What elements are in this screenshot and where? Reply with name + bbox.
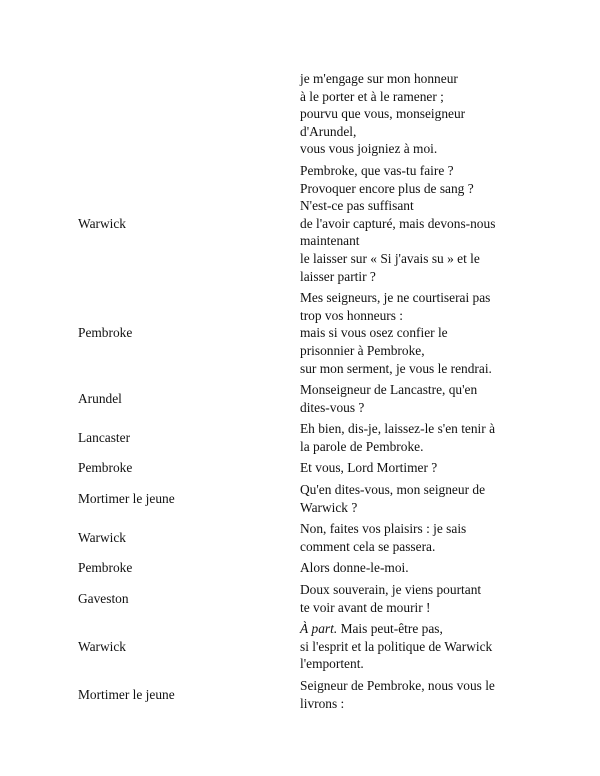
dialogue-lines — [300, 289, 538, 377]
dialogue-row — [78, 520, 538, 555]
dialogue-line: te voir avant de mourir ! — [300, 599, 431, 615]
dialogue-lines — [300, 581, 538, 616]
dialogue-line: à le porter et à le ramener ; — [300, 88, 444, 104]
speaker-name: Arundel — [78, 390, 122, 406]
dialogue-line: Pembroke, que vas-tu faire ? — [300, 162, 454, 178]
dialogue-line: trop vos honneurs : — [300, 307, 404, 323]
dialogue-lines — [300, 677, 538, 712]
dialogue-line: dites-vous ? — [300, 399, 365, 415]
dialogue-line-with-aside — [300, 620, 538, 638]
dialogue-line: maintenant — [300, 233, 360, 249]
dialogue-row — [78, 289, 538, 377]
dialogue-row — [78, 381, 538, 416]
dialogue-lines — [300, 381, 538, 416]
dialogue-line: laisser partir ? — [300, 268, 376, 284]
dialogue-line: Non, faites vos plaisirs : je sais — [300, 521, 467, 537]
dialogue-lines — [300, 162, 538, 285]
dialogue-line: Qu'en dites-vous, mon seigneur de — [300, 482, 486, 498]
dialogue-line: Et vous, Lord Mortimer ? — [300, 460, 438, 476]
speaker-name: Gaveston — [78, 590, 129, 606]
dialogue-line: Warwick ? — [300, 499, 358, 515]
dialogue-row — [78, 481, 538, 516]
dialogue-line: si l'esprit et la politique de Warwick — [300, 638, 493, 654]
speaker-name: Mortimer le jeune — [78, 490, 175, 506]
dialogue-lines — [300, 481, 538, 516]
speaker-name: Warwick — [78, 530, 126, 546]
dialogue-line: sur mon serment, je vous le rendrai. — [300, 360, 492, 376]
dialogue-line: Eh bien, dis-je, laissez-le s'en tenir à — [300, 421, 496, 437]
dialogue-lines — [300, 420, 538, 455]
dialogue-line: livrons : — [300, 695, 345, 711]
dialogue-row — [78, 620, 538, 673]
speaker-name: Pembroke — [78, 325, 133, 341]
dialogue-line: la parole de Pembroke. — [300, 438, 424, 454]
dialogue-row — [78, 677, 538, 712]
dialogue-line: Provoquer encore plus de sang ? — [300, 180, 474, 196]
dialogue-line: Monseigneur de Lancastre, qu'en — [300, 382, 478, 398]
dialogue-line: pourvu que vous, monseigneur — [300, 106, 466, 122]
dialogue-line: prisonnier à Pembroke, — [300, 342, 425, 358]
speaker-name: Lancaster — [78, 430, 131, 446]
stage-direction-aside: À part. — [300, 621, 338, 637]
dialogue-line: d'Arundel, — [300, 123, 357, 139]
dialogue-line: le laisser sur « Si j'avais su » et le — [300, 250, 480, 266]
dialogue-line: mais si vous osez confier le — [300, 325, 448, 341]
speaker-name: Warwick — [78, 215, 126, 231]
speaker-name: Mortimer le jeune — [78, 686, 175, 702]
dialogue-line: de l'avoir capturé, mais devons-nous — [300, 215, 496, 231]
dialogue-row — [78, 459, 538, 477]
dialogue-line: Alors donne-le-moi. — [300, 560, 409, 576]
dialogue-line: N'est-ce pas suffisant — [300, 198, 414, 214]
dialogue-line-text: Mais peut-être pas, — [340, 621, 443, 637]
dialogue-row — [78, 162, 538, 285]
dialogue-lines — [300, 620, 538, 673]
dialogue-line: comment cela se passera. — [300, 538, 436, 554]
dialogue-script — [78, 70, 538, 716]
dialogue-lines — [300, 459, 538, 477]
dialogue-row — [78, 420, 538, 455]
dialogue-row — [78, 581, 538, 616]
dialogue-row — [78, 559, 538, 577]
dialogue-lines — [300, 520, 538, 555]
dialogue-line: Seigneur de Pembroke, nous vous le — [300, 678, 495, 693]
speaker-name: Pembroke — [78, 460, 133, 476]
dialogue-lines — [300, 559, 538, 577]
dialogue-line: Doux souverain, je viens pourtant — [300, 582, 482, 598]
dialogue-line: Mes seigneurs, je ne courtiserai pas — [300, 290, 491, 306]
dialogue-row — [78, 70, 538, 158]
speaker-name: Warwick — [78, 638, 126, 654]
dialogue-line: l'emportent. — [300, 656, 364, 672]
dialogue-line: je m'engage sur mon honneur — [300, 71, 458, 86]
dialogue-line: vous vous joigniez à moi. — [300, 141, 438, 157]
speaker-name: Pembroke — [78, 560, 133, 576]
dialogue-lines — [300, 70, 538, 158]
